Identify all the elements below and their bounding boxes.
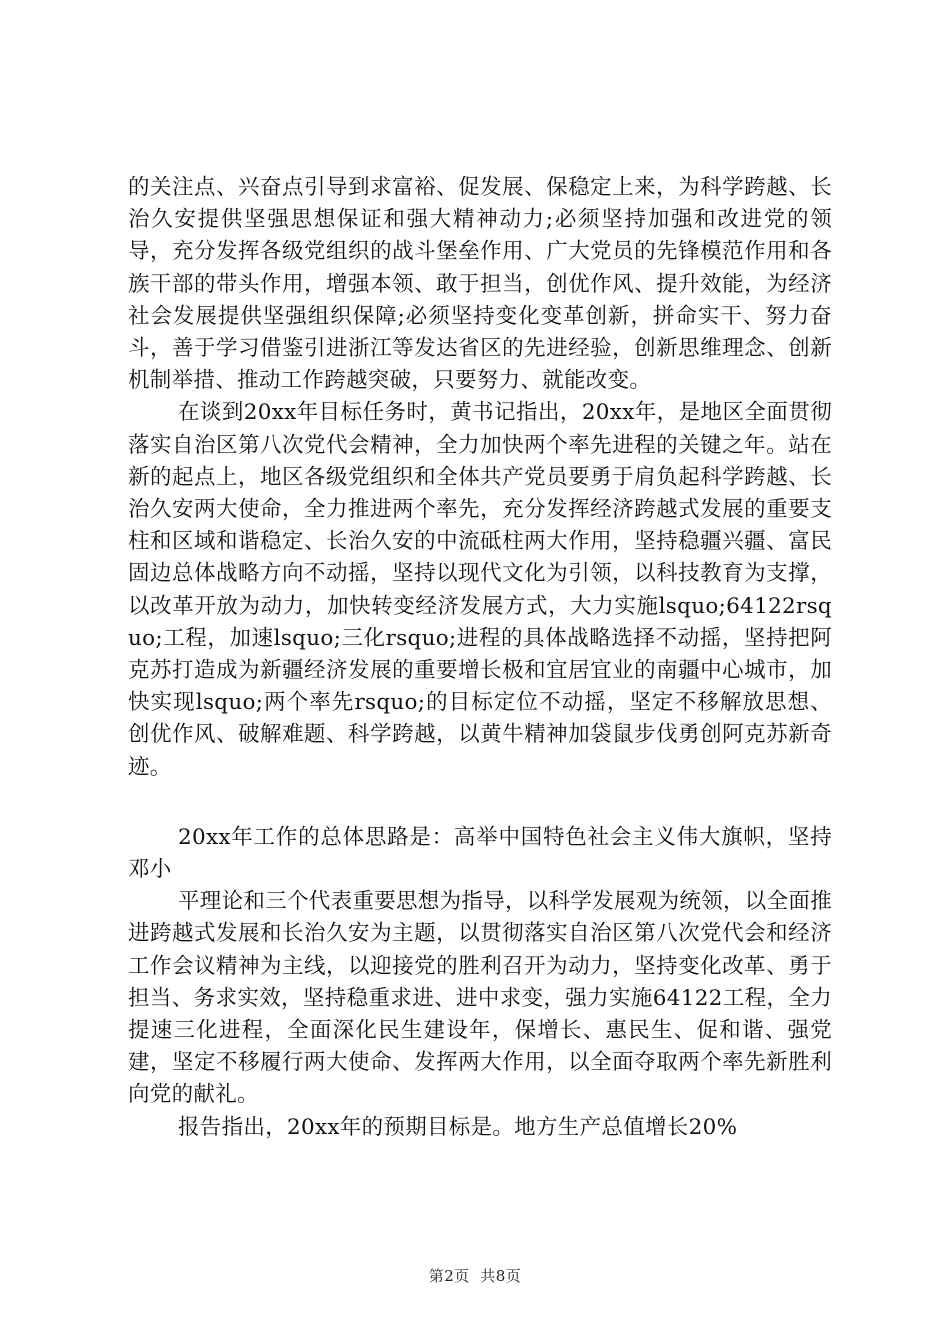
page-footer: [0, 1265, 950, 1286]
paragraph-3: 20xx年工作的总体思路是：高举中国特色社会主义伟大旗帜，坚持邓小: [128, 824, 832, 883]
body-text: [128, 172, 832, 1144]
paragraph-1: 的关注点、兴奋点引导到求富裕、促发展、保稳定上来，为科学跨越、长治久安提供坚强思想保证和强大精神动力;必须坚持加强和改进党的领导，充分发挥各级党组织的战斗堡垒作用、广大党员的先锋模范作用和各族干部的带头作用，增强本领、敢于担当，创优作风、提升效能，为经济社会发展提供坚强组织保障;必须坚持变化变革创新，拼命实干、努力奋斗，善于学习借鉴引进浙江等发达省区的先进经验，创新思维理念、创新机制举措、推动工作跨越突破，只要努力、就能改变。: [128, 175, 832, 394]
paragraph-4: 平理论和三个代表重要思想为指导，以科学发展观为统领，以全面推进跨越式发展和长治久安为主题，以贯彻落实自治区第八次党代会和经济工作会议精神为主线，以迎接党的胜利召开为动力，坚持变化改革、勇于担当、务求实效，坚持稳重求进、进中求变，强力实施64122工程，全力提速三化进程，全面深化民生建设年，保增长、惠民生、促和谐、强党建，坚定不移履行两大使命、发挥两大作用，以全面夺取两个率先新胜利向党的献礼。: [128, 889, 833, 1108]
paragraph-5: 报告指出，20xx年的预期目标是。地方生产总值增长20%: [178, 1114, 738, 1140]
paragraph-2: 在谈到20xx年目标任务时，黄书记指出，20xx年，是地区全面贯彻落实自治区第八次党代会精神，全力加快两个率先进程的关键之年。站在新的起点上，地区各级党组织和全体共产党员要勇于肩负起科学跨越、长治久安两大使命，全力推进两个率先，充分发挥经济跨越式发展的重要支柱和区域和谐稳定、长治久安的中流砥柱两大作用，坚持稳疆兴疆、富民固边总体战略方向不动摇，坚持以现代文化为引领，以科技教育为支撑，以改革开放为动力，加快转变经济发展方式，大力实施lsquo;64122rsquo;工程，加速lsquo;三化rsquo;进程的具体战略选择不动摇，坚持把阿克苏打造成为新疆经济发展的重要增长极和宜居宜业的南疆中心城市，加快实现lsquo;两个率先rsquo;的目标定位不动摇，坚定不移解放思想、创优作风、破解难题、科学跨越，以黄牛精神加袋鼠步伐勇创阿克苏新奇迹。: [128, 400, 832, 780]
page-number-label: 第2页 共8页: [428, 1267, 522, 1285]
paragraph-gap: [128, 784, 832, 822]
